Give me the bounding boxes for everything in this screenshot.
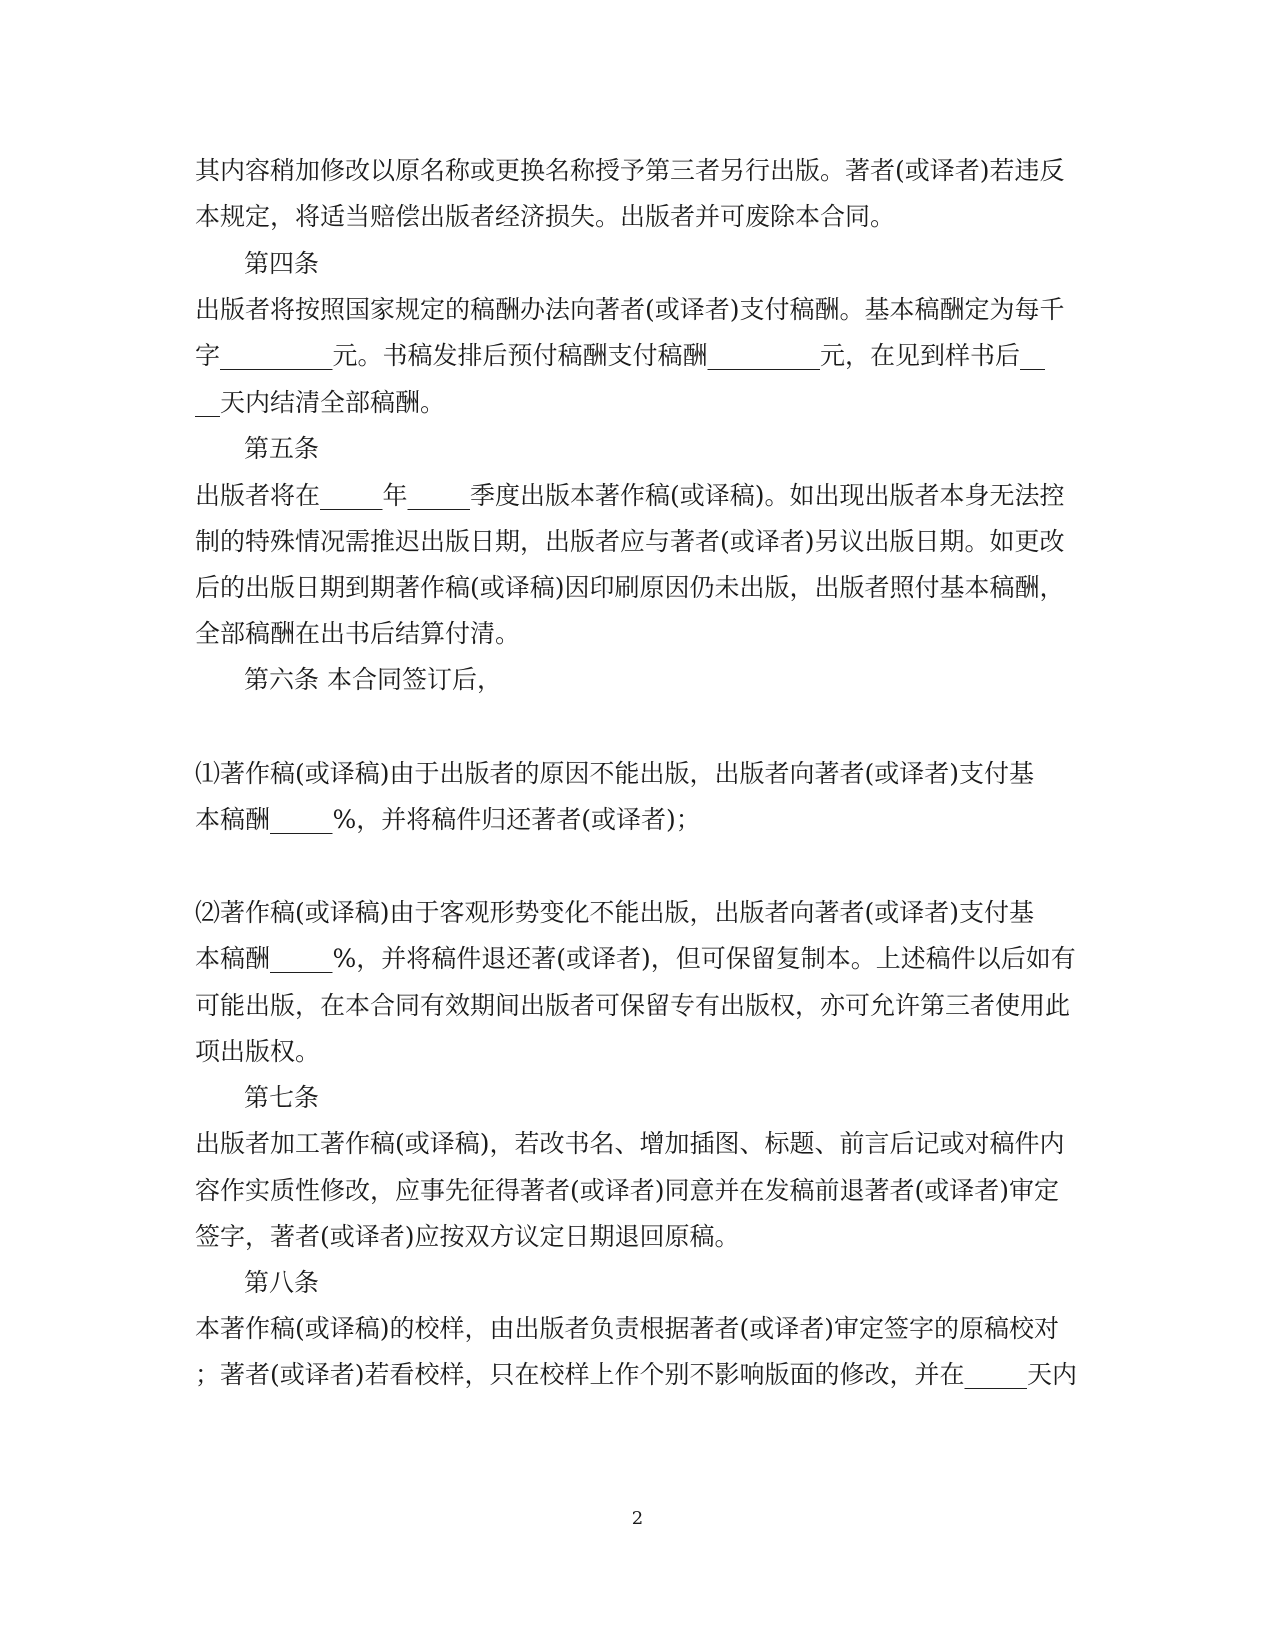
text-line: 本著作稿(或译稿)的校样，由出版者负责根据著者(或译者)审定签字的原稿校对 bbox=[195, 1314, 1060, 1343]
text-line: ⑴著作稿(或译稿)由于出版者的原因不能出版，出版者向著者(或译者)支付基 bbox=[195, 759, 1035, 788]
page-number: 2 bbox=[631, 1508, 644, 1529]
text-line: 本规定，将适当赔偿出版者经济损失。出版者并可废除本合同。 bbox=[195, 202, 896, 231]
text-line: 出版者将按照国家规定的稿酬办法向著者(或译者)支付稿酬。基本稿酬定为每千 bbox=[195, 295, 1065, 324]
text-line: __天内结清全部稿酬。 bbox=[195, 388, 446, 417]
article-heading: 第七条 bbox=[244, 1083, 320, 1112]
article-heading: 第五条 bbox=[244, 434, 320, 463]
text-line: 制的特殊情况需推迟出版日期，出版者应与著者(或译者)另议出版日期。如更改 bbox=[195, 527, 1065, 556]
text-line: 项出版权。 bbox=[195, 1037, 321, 1066]
article-heading: 第八条 bbox=[244, 1268, 320, 1297]
text-line: 本稿酬_____%，并将稿件退还著(或译者)，但可保留复制本。上述稿件以后如有 bbox=[195, 944, 1076, 973]
text-line: 容作实质性修改，应事先征得著者(或译者)同意并在发稿前退著者(或译者)审定 bbox=[195, 1176, 1060, 1205]
text-line: 本稿酬_____%，并将稿件归还著者(或译者)； bbox=[195, 805, 701, 834]
text-line: 全部稿酬在出书后结算付清。 bbox=[195, 619, 521, 648]
text-line: 签字，著者(或译者)应按双方议定日期退回原稿。 bbox=[195, 1222, 740, 1251]
article-heading: 第四条 bbox=[244, 249, 320, 278]
text-line: 可能出版，在本合同有效期间出版者可保留专有出版权，亦可允许第三者使用此 bbox=[195, 991, 1071, 1020]
text-line: 后的出版日期到期著作稿(或译稿)因印刷原因仍未出版，出版者照付基本稿酬， bbox=[195, 573, 1065, 602]
text-line: 字_________元。书稿发排后预付稿酬支付稿酬_________元，在见到样书后__ bbox=[195, 341, 1046, 370]
text-line: 出版者加工著作稿(或译稿)，若改书名、增加插图、标题、前言后记或对稿件内 bbox=[195, 1129, 1065, 1158]
text-line: ；著者(或译者)若看校样，只在校样上作个别不影响版面的修改，并在_____天内 bbox=[195, 1360, 1078, 1389]
text-line: 出版者将在_____年_____季度出版本著作稿(或译稿)。如出现出版者本身无法控 bbox=[195, 481, 1065, 510]
text-line: 其内容稍加修改以原名称或更换名称授予第三者另行出版。著者(或译者)若违反 bbox=[195, 156, 1065, 185]
text-line: ⑵著作稿(或译稿)由于客观形势变化不能出版，出版者向著者(或译者)支付基 bbox=[195, 898, 1035, 927]
article-heading: 第六条 本合同签订后， bbox=[244, 665, 502, 694]
